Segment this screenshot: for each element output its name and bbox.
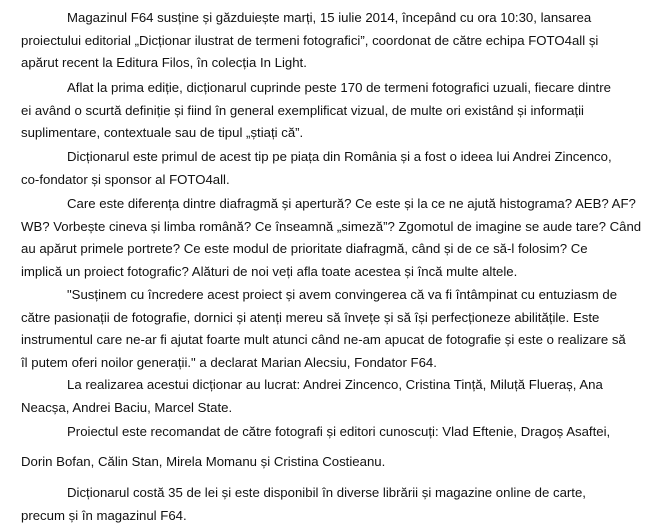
text-line: către pasionații de fotografie, dornici și atenți mereu să învețe și să își perfecționeze abilitățile. Este [21, 309, 600, 325]
text-line: Dicționarul este primul de acest tip pe piața din România și a fost o ideea lui Andrei Zincenco, [67, 149, 612, 164]
text-line: instrumentul care ne-ar fi ajutat foarte mult atunci când ne-am apucat de fotografie și este o realizare să [21, 332, 626, 347]
paragraph-names [21, 451, 631, 474]
text-line: Care este diferența dintre diafragmă și apertură? Ce este și la ce ne ajută histograma? AEB? AF? [67, 196, 636, 211]
text-line: Proiectul este recomandat de către fotografi și editori cunoscuți: Vlad Eftenie, Dragoș Asaftei, [67, 424, 611, 439]
text-line: Aflat la prima ediție, dicționarul cuprinde peste 170 de termeni fotografici uzuali, fiecare dintre [67, 80, 611, 95]
text-line: îl putem oferi noilor generații." a declarat Marian Alecsiu, Fondator F64. [21, 354, 437, 370]
text-line: Dorin Bofan, Călin Stan, Mirela Momanu și Cristina Costieanu. [21, 454, 386, 469]
paragraph-price [21, 482, 631, 527]
text-line: implică un proiect fotografic? Alături de noi veți afla toate acestea și încă multe altele. [21, 263, 518, 279]
paragraph-content [21, 77, 631, 145]
paragraph-intro [21, 7, 631, 75]
text-line: au apărut primele portrete? Ce este modul de prioritate diafragmă, când și de ce să-l folosim? Ce [21, 241, 588, 256]
paragraph-questions [21, 193, 642, 283]
paragraph-recommended [21, 421, 631, 444]
text-line: Neacșa, Andrei Baciu, Marcel State. [21, 399, 233, 415]
text-line: apărut recent la Editura Filos, în colecția In Light. [21, 55, 307, 70]
text-line: ei având o scurtă definiție și fiind în general exemplificat vizual, de multe ori existând și informații [21, 102, 584, 118]
paragraph-first-of-kind [21, 146, 631, 191]
text-line: Magazinul F64 susține și găzduiește marți, 15 iulie 2014, începând cu ora 10:30, lansarea [67, 10, 592, 25]
paragraph-quote [21, 284, 631, 374]
text-line: precum și în magazinul F64. [21, 507, 187, 523]
text-line: co-fondator și sponsor al FOTO4all. [21, 171, 230, 187]
text-line: La realizarea acestui dicționar au lucrat: Andrei Zincenco, Cristina Tință, Miluță Flueraș, Ana [67, 377, 603, 392]
text-line: Dicționarul costă 35 de lei și este disponibil în diverse librării și magazine online de carte, [67, 485, 586, 500]
paragraph-contributors [21, 374, 631, 419]
text-line: suplimentare, contextuale sau de tipul „știați că”. [21, 125, 304, 140]
text-line: "Susținem cu încredere acest proiect și avem convingerea că va fi întâmpinat cu entuziasm de [67, 287, 618, 302]
text-line: WB? Vorbește cineva și limba română? Ce înseamnă „simeză”? Zgomotul de imagine se aude tare? Când [21, 218, 642, 234]
text-line: proiectului editorial „Dicționar ilustrat de termeni fotografici”, coordonat de către echipa FOTO4all și [21, 32, 599, 48]
